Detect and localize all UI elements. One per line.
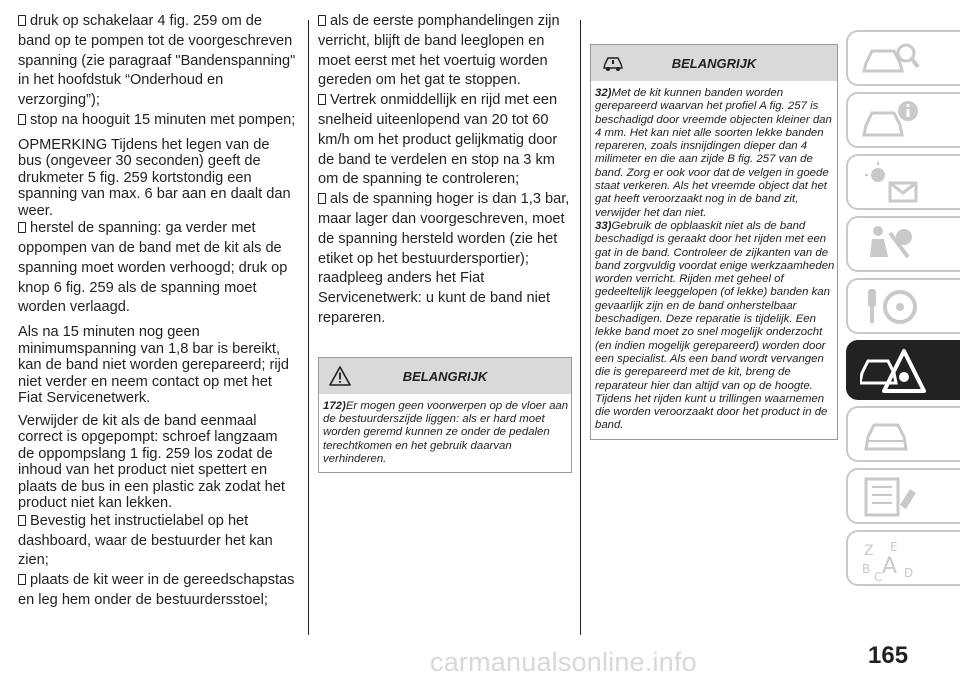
column-divider: [308, 20, 309, 635]
tab-vehicle-overview[interactable]: [846, 30, 960, 86]
tab-emergency[interactable]: [846, 340, 960, 400]
index-letters-icon: [860, 537, 920, 581]
text-column-2: [318, 12, 572, 473]
remove-kit-paragraph: Verwijder de kit als de band eenmaal correct is opgepompt: schroef langzaam de oppompslang 1 fig. 259 los zodat de inhoud van het product niet spettert en plaats de bus in een plastic zak zodat het product niet kan lekken.: [18, 412, 285, 512]
bullet-icon: [18, 15, 26, 26]
bullet-icon: [18, 515, 26, 526]
bullet-icon: [18, 114, 26, 125]
step-first-pump: als de eerste pomphandelingen zijn verricht, blijft de band leeglopen en moet eerst met het voertuig worden gereden om het gat te stoppen.: [318, 13, 560, 89]
watermark: carmanualsonline.info: [430, 647, 697, 677]
tab-warning-lights[interactable]: [846, 154, 960, 210]
bullet-icon: [318, 193, 326, 204]
warning-header: [591, 45, 837, 81]
step-check-pressure: als de spanning hoger is dan 1,3 bar, maar lager dan voorgeschreven, moet de spanning hersteld worden (zie het etiket op het bestuurdersportier); raadpleeg anders het Fiat Servicenetwerk: u kunt de band niet repareren.: [318, 191, 570, 326]
warning-body: [591, 81, 837, 439]
key-steering-icon: [860, 285, 920, 329]
specs-list-icon: [860, 475, 920, 519]
svg-text:Z: Z: [864, 543, 874, 559]
warning-box-32-33: [590, 44, 838, 440]
car-info-icon: [860, 99, 920, 143]
min-pressure-paragraph: Als na 15 minuten nog geen minimumspanning van 1,8 bar is bereikt, kan de band niet worden gerepareerd; rijd niet verder en neem contact op met het Fiat Servicenetwerk.: [18, 324, 289, 407]
step-store-kit: plaats de kit weer in de gereedschapstas en leg hem onder de bestuurdersstoel;: [18, 572, 295, 608]
step-inflate: druk op schakelaar 4 fig. 259 om de band op te pompen tot de voorgeschreven spanning (zie paragraaf "Bandenspanning" in het hoofdstuk “Onderhoud en verzorging”);: [18, 13, 296, 109]
page-number: 165: [868, 642, 909, 669]
step-restore: herstel de spanning: ga verder met oppompen van de band met de kit als de spanning moet worden verhoogd; druk op knop 6 fig. 259 als de spanning moet worden verlaagd.: [18, 220, 288, 316]
warning-item-32: 32)Met de kit kunnen banden worden gerepareerd waarvan het profiel A fig. 257 is beschadigd door vreemde objecten kleiner dan 4 mm. Het kan niet alle soorten lekke banden repareren, zoals insnijdingen dieper dan 4 milimeter en die aan zijde B fig. 257 van de band. Zorg er ook voor dat de velgen in goede staat verkeren. Als het vreemde object dat het gat heeft veroorzaakt nog in de band zit, verwijder het dan niet.: [595, 87, 832, 219]
svg-text:E: E: [890, 540, 898, 554]
bullet-icon: [18, 574, 26, 585]
svg-text:C: C: [874, 570, 883, 581]
bullet-icon: [18, 222, 26, 233]
svg-text:B: B: [862, 562, 871, 576]
warning-item-33: 33)Gebruik de opblaaskit niet als de band beschadigd is geraakt door het rijden met een gat in de band. Controleer de zijkanten van de band zorgvuldig voordat enige werkzaamheden worden verricht. Rijden met geheel of gedeeltelijk leeggelopen (of lekke) banden kan gevaarlijk zijn en de band onherstelbaar beschadigen. Deze reparatie is tijdelijk. Een lekke band moet zo snel mogelijk onderzocht (en indien mogelijk gerepareerd) worden door een specialist. Als een band wordt vervangen die is gerepareerd met de kit, breng de reparateur hier dan altijd van op de hoogte. Tijdens het rijden kunt u trillingen waarnemen die worden veroorzaakt door het product in de band.: [595, 219, 835, 432]
warning-title: BELANGRIJK: [671, 56, 757, 71]
car-service-icon: [860, 413, 920, 457]
bullet-icon: [318, 94, 326, 105]
tab-safety[interactable]: [846, 216, 960, 272]
emergency-icon: [860, 347, 926, 397]
tab-index[interactable]: [846, 530, 960, 586]
warning-lights-icon: [860, 161, 920, 205]
text-column-1: [18, 12, 296, 611]
car-search-icon: [860, 37, 920, 81]
tab-service[interactable]: [846, 406, 960, 462]
airbag-seat-icon: [860, 223, 920, 267]
warning-title: BELANGRIJK: [402, 368, 488, 384]
tab-starting-driving[interactable]: [846, 278, 960, 334]
tab-info[interactable]: [846, 92, 960, 148]
step-drive: Vertrek onmiddellijk en rijd met een snelheid uiteenlopend van 20 tot 60 km/h om het product gelijkmatig door de band te verdelen en stop na 3 km om de spanning te controleren;: [318, 92, 558, 188]
tab-technical-data[interactable]: [846, 468, 960, 524]
svg-text:D: D: [904, 566, 914, 580]
column-divider: [580, 20, 581, 635]
warning-header: [319, 358, 571, 394]
warning-box-172: [318, 357, 572, 473]
text-column-3: [590, 44, 838, 440]
note-paragraph: OPMERKING Tijdens het legen van de bus (ongeveer 30 seconden) geeft de drukmeter 5 fig. 259 kortstondig een spanning van max. 6 bar aan en daalt dan weer.: [18, 136, 291, 219]
step-label: Bevestig het instructielabel op het dashboard, waar de bestuurder het kan zien;: [18, 512, 273, 569]
step-stop: stop na hooguit 15 minuten met pompen;: [18, 111, 296, 131]
svg-text:A: A: [882, 554, 898, 579]
warning-body: 172)Er mogen geen voorwerpen op de vloer aan de bestuurderszijde liggen: als er hard moet worden geremd kunnen ze onder de pedalen terechtkomen en het gebruik daarvan verhinderen.: [323, 399, 569, 465]
bullet-icon: [318, 15, 326, 26]
